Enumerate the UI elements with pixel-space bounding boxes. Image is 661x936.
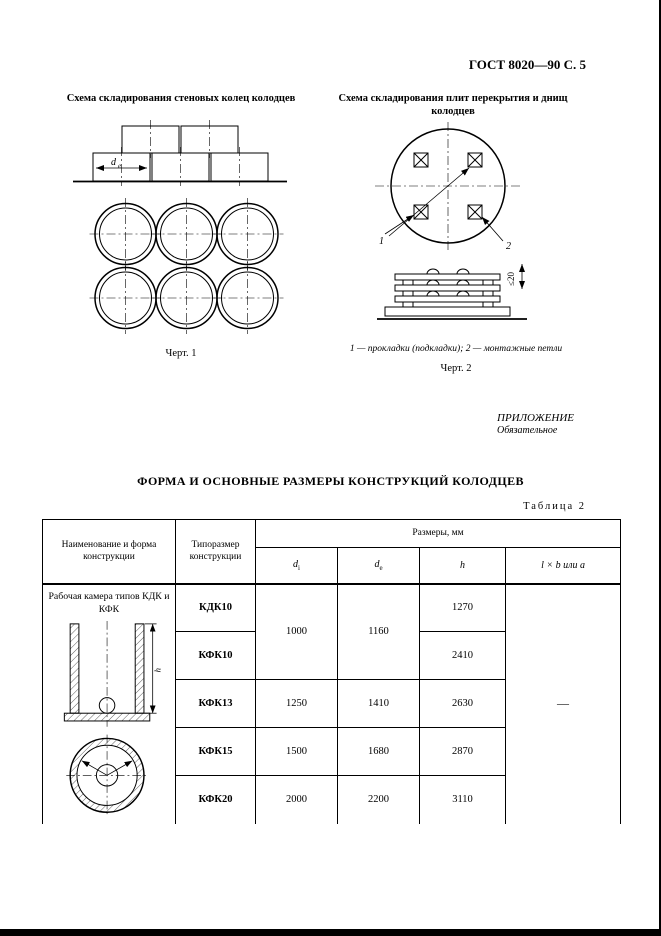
header-h: h — [420, 548, 506, 584]
chamber-h-label: h — [152, 668, 163, 673]
appendix-block — [497, 412, 647, 436]
h-cell: 2410 — [420, 632, 506, 680]
chamber-elevation — [64, 621, 162, 727]
appendix-subtitle: Обязательное — [497, 425, 558, 436]
type-cell: КФК20 — [176, 776, 256, 824]
slab-stack-side-view — [377, 264, 527, 319]
fig2-legend: 1 — прокладки (подкладки); 2 — монтажные петли — [349, 344, 563, 354]
header-sizes: Размеры, мм — [256, 520, 621, 548]
type-cell: КДК10 — [176, 584, 256, 632]
h-cell: 2630 — [420, 680, 506, 728]
fig2-callout-1: 1 — [379, 236, 384, 247]
dv-cell: 2200 — [338, 776, 420, 824]
construction-name: Рабочая камера типов КДК и КФК — [48, 590, 170, 615]
table-wrapper — [42, 519, 621, 824]
appendix-title: ПРИЛОЖЕНИЕ — [497, 412, 574, 424]
sizes-table — [42, 519, 621, 824]
header-dv: $d_e$ — [338, 548, 420, 584]
dv-cell: 1680 — [338, 728, 420, 776]
di-cell: 1250 — [256, 680, 338, 728]
h-cell: 2870 — [420, 728, 506, 776]
fig1-de-label-base: d — [111, 157, 116, 168]
fig2-caption: Черт. 2 — [440, 363, 472, 374]
type-cell: КФК13 — [176, 680, 256, 728]
header-di: $d_i$ — [256, 548, 338, 584]
stacked-rings-side-view — [73, 120, 287, 186]
fig1-caption: Черт. 1 — [165, 348, 197, 359]
fig2-callout-2: 2 — [506, 241, 511, 252]
dv-cell: 1410 — [338, 680, 420, 728]
section-title: ФОРМА И ОСНОВНЫЕ РАЗМЕРЫ КОНСТРУКЦИЙ КОЛОДЦЕВ — [137, 474, 524, 488]
doc-header: ГОСТ 8020—90 С. 5 — [468, 57, 586, 72]
di-cell: 2000 — [256, 776, 338, 824]
type-cell: КФК15 — [176, 728, 256, 776]
chamber-figure — [49, 620, 169, 820]
di-cell: 1000 — [256, 584, 338, 680]
dv-cell: 1160 — [338, 584, 420, 680]
fig2-drawing — [355, 118, 565, 340]
header-lba: l × b или a — [506, 548, 621, 584]
fig2-title: Схема складирования плит перекрытия и днищ колодцев — [338, 93, 568, 118]
type-cell: КФК10 — [176, 632, 256, 680]
fig1-drawing — [45, 116, 315, 344]
table-label: Таблица 2 — [523, 501, 586, 512]
slab-plan-view — [375, 122, 523, 252]
lba-cell: — — [506, 584, 621, 824]
h-cell: 1270 — [420, 584, 506, 632]
fig1-de-label-sub: e — [118, 162, 122, 170]
header-name: Наименование и форма конструкции — [43, 520, 176, 584]
stacked-rings-plan-view — [90, 198, 284, 334]
header-type: Типоразмер конструкции — [176, 520, 256, 584]
h-cell: 3110 — [420, 776, 506, 824]
chamber-plan — [66, 735, 148, 817]
fig1-title: Схема складирования стеновых колец колодцев — [66, 93, 296, 104]
construction-figure-cell — [43, 584, 176, 824]
di-cell: 1500 — [256, 728, 338, 776]
fig2-dim-label: ≤20 — [506, 272, 516, 286]
